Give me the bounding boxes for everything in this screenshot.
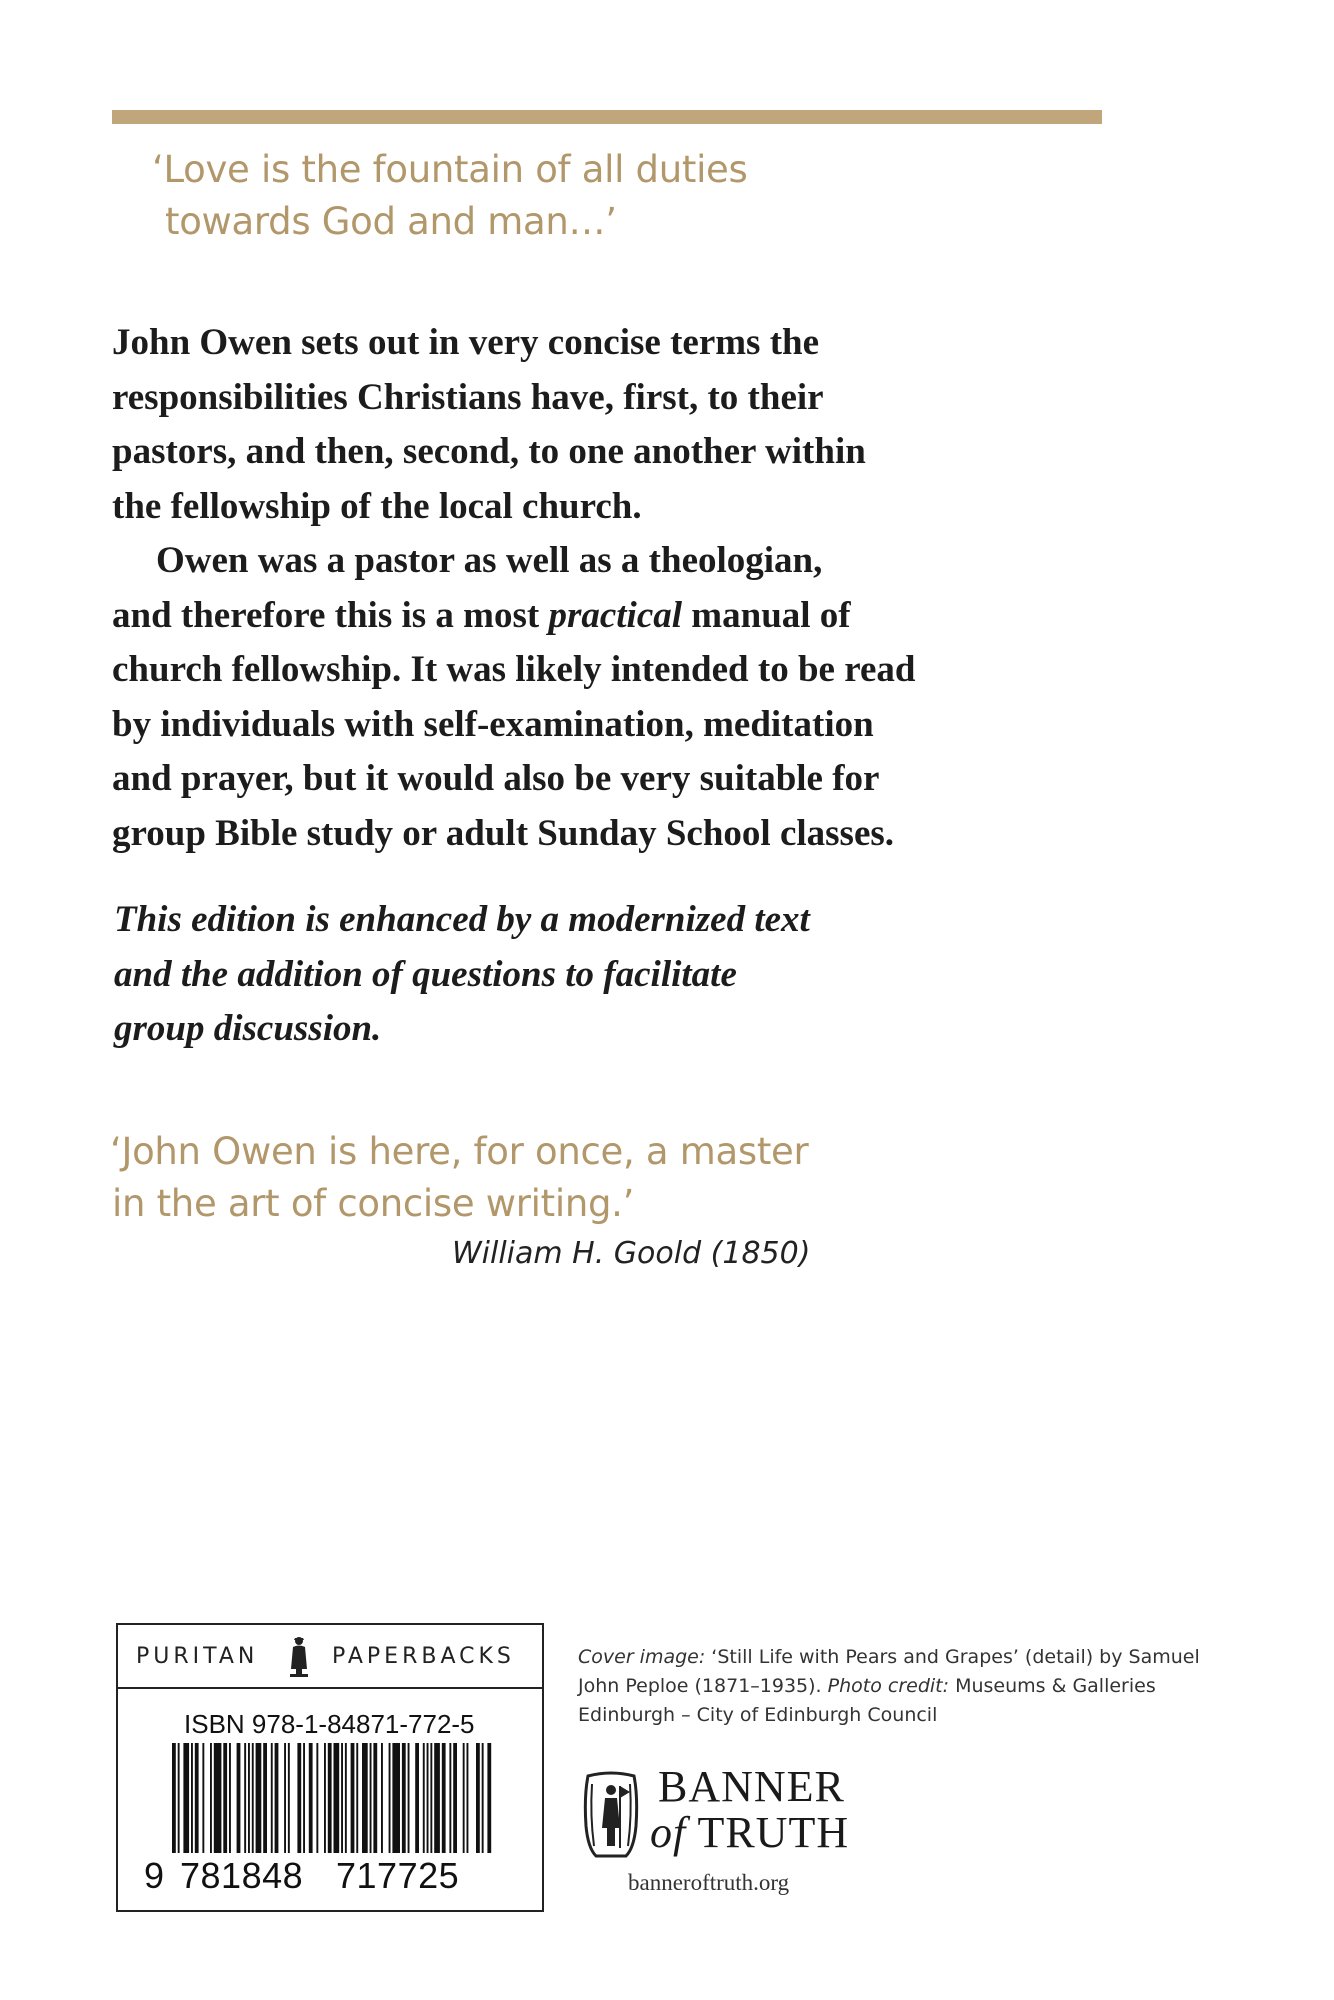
top-quote-line-1: ‘Love is the fountain of all duties bbox=[152, 148, 748, 191]
barcode-bar bbox=[183, 1743, 189, 1853]
banner-of-truth-emblem-icon bbox=[580, 1766, 642, 1860]
edition-note-line: This edition is enhanced by a modernized text bbox=[114, 899, 810, 940]
series-name-right: PAPERBACKS bbox=[332, 1644, 515, 1669]
barcode-bar bbox=[297, 1743, 301, 1853]
barcode-bar bbox=[345, 1743, 347, 1853]
barcode-bar bbox=[214, 1743, 222, 1853]
description-line: Owen was a pastor as well as a theologian, bbox=[156, 540, 823, 581]
barcode-bar bbox=[370, 1743, 372, 1853]
barcode-bar bbox=[362, 1743, 368, 1853]
edition-note-line: group discussion. bbox=[114, 1008, 382, 1049]
barcode-bar bbox=[252, 1743, 254, 1853]
text-run: John Peploe (1871–1935). bbox=[578, 1675, 828, 1697]
barcode-bar bbox=[351, 1743, 355, 1853]
credit-line: Edinburgh – City of Edinburgh Council bbox=[578, 1704, 938, 1726]
endorsement-line-1: ‘John Owen is here, for once, a master bbox=[110, 1130, 809, 1173]
barcode-bar bbox=[256, 1743, 262, 1853]
barcode-digits-right: 717725 bbox=[336, 1855, 460, 1896]
publisher-name-line-1: BANNER bbox=[658, 1762, 845, 1811]
credit-line bbox=[578, 1643, 1198, 1672]
puritan-figure-icon bbox=[286, 1635, 312, 1677]
credit-label-cover: Cover image: bbox=[578, 1646, 706, 1668]
text-run: Museums & Galleries bbox=[949, 1675, 1156, 1697]
barcode-bar bbox=[263, 1743, 267, 1853]
endorsement-attribution: William H. Goold (1850) bbox=[452, 1236, 811, 1271]
barcode-bar bbox=[356, 1743, 358, 1853]
description-line: and prayer, but it would also be very suitable for bbox=[112, 758, 880, 799]
barcode-bar bbox=[275, 1743, 279, 1853]
barcode-bar bbox=[430, 1743, 432, 1853]
barcode-bar bbox=[463, 1743, 465, 1853]
barcode-digits-left: 781848 bbox=[180, 1855, 304, 1896]
credit-line bbox=[578, 1672, 1198, 1701]
barcode-bar bbox=[415, 1743, 419, 1853]
barcode-bar bbox=[487, 1743, 491, 1853]
barcode-bar bbox=[427, 1743, 429, 1853]
barcode-bar bbox=[248, 1743, 250, 1853]
barcode-bar bbox=[442, 1743, 446, 1853]
barcode-bar bbox=[309, 1743, 313, 1853]
endorsement-line-2: in the art of concise writing.’ bbox=[112, 1182, 635, 1225]
text-run: and therefore this is a most bbox=[112, 594, 549, 636]
endorsement-quote bbox=[110, 1126, 808, 1230]
barcode-bar bbox=[202, 1743, 204, 1853]
barcode-bar bbox=[195, 1743, 199, 1853]
barcode-bar bbox=[482, 1743, 484, 1853]
barcode-bar bbox=[467, 1743, 469, 1853]
description-line bbox=[112, 589, 1072, 644]
barcode-bar bbox=[423, 1743, 425, 1853]
barcode-bar bbox=[244, 1743, 246, 1853]
barcode-bar bbox=[476, 1743, 480, 1853]
barcode-bar bbox=[453, 1743, 457, 1853]
barcode-bar bbox=[402, 1743, 406, 1853]
barcode-bar bbox=[334, 1743, 340, 1853]
barcode-bar bbox=[288, 1743, 290, 1853]
barcode-bar bbox=[449, 1743, 451, 1853]
top-quote-line-2: towards God and man…’ bbox=[165, 200, 617, 243]
barcode-bar bbox=[389, 1743, 391, 1853]
barcode-bar bbox=[229, 1743, 231, 1853]
barcode-panel bbox=[116, 1623, 544, 1912]
barcode-bar bbox=[172, 1743, 176, 1853]
isbn-label: ISBN 978-1-84871-772-5 bbox=[184, 1709, 475, 1739]
description-line: John Owen sets out in very concise terms the bbox=[112, 322, 820, 363]
barcode-bar bbox=[271, 1743, 273, 1853]
description-line: responsibilities Christians have, first, to their bbox=[112, 376, 824, 418]
description bbox=[112, 316, 1072, 861]
barcode-bar bbox=[191, 1743, 193, 1853]
barcode-bar bbox=[284, 1743, 286, 1853]
series-name-left: PURITAN bbox=[136, 1644, 259, 1669]
barcode-bar bbox=[341, 1743, 343, 1853]
barcode-digit-first: 9 bbox=[144, 1855, 165, 1896]
series-banner bbox=[118, 1625, 542, 1689]
publisher-website[interactable]: banneroftruth.org bbox=[628, 1870, 790, 1895]
edition-note-line: and the addition of questions to facilitate bbox=[114, 953, 737, 995]
barcode-bar bbox=[381, 1743, 383, 1853]
credit-label-photo: Photo credit: bbox=[827, 1675, 950, 1697]
description-line: group Bible study or adult Sunday School classes. bbox=[112, 812, 895, 854]
barcode-bar bbox=[328, 1743, 332, 1853]
barcode-bar bbox=[303, 1743, 305, 1853]
barcode-bar bbox=[223, 1743, 227, 1853]
top-quote bbox=[152, 144, 748, 248]
barcode-bar bbox=[324, 1743, 326, 1853]
barcode-bar bbox=[434, 1743, 440, 1853]
barcode-bar bbox=[237, 1743, 241, 1853]
barcode-bar bbox=[392, 1743, 400, 1853]
cover-credit bbox=[578, 1643, 1198, 1730]
text-run: ‘Still Life with Pears and Grapes’ (detail) by Samuel bbox=[705, 1646, 1200, 1668]
description-line: by individuals with self-examination, meditation bbox=[112, 703, 874, 745]
publisher-name-line-2 bbox=[650, 1810, 849, 1856]
description-line: church fellowship. It was likely intended to be read bbox=[112, 649, 916, 690]
barcode-bars bbox=[172, 1743, 494, 1853]
publisher-truth: TRUTH bbox=[686, 1808, 850, 1857]
barcode-bar bbox=[178, 1743, 180, 1853]
emphasis-practical: practical bbox=[548, 594, 683, 636]
edition-note bbox=[114, 893, 1074, 1057]
barcode-bar bbox=[210, 1743, 212, 1853]
barcode-bar bbox=[408, 1743, 410, 1853]
barcode-bar bbox=[373, 1743, 377, 1853]
text-run: manual of bbox=[682, 594, 851, 636]
description-line: pastors, and then, second, to one another within bbox=[112, 431, 866, 472]
gold-top-rule bbox=[112, 110, 1102, 124]
description-line: the fellowship of the local church. bbox=[112, 485, 642, 527]
barcode-bar bbox=[316, 1743, 318, 1853]
publisher-of: of bbox=[650, 1808, 687, 1857]
